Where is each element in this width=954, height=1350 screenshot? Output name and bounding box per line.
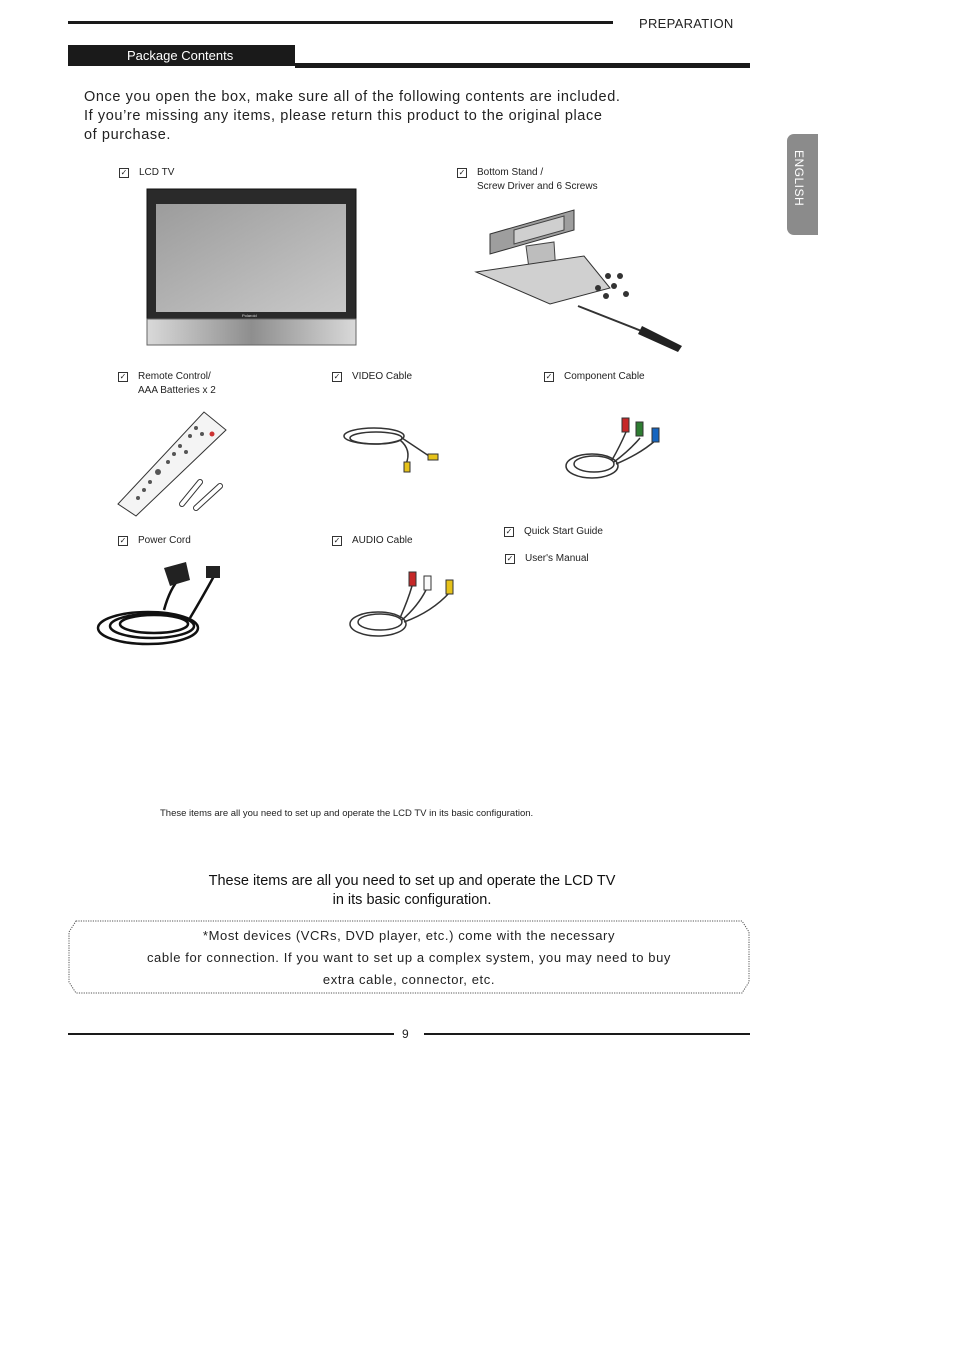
- info-box-text: [68, 925, 750, 991]
- intro-line: Once you open the box, make sure all of the following contents are included.: [84, 89, 621, 105]
- svg-text:Polaroid: Polaroid: [242, 313, 257, 318]
- footer-rule-right: [424, 1033, 750, 1035]
- configuration-note: [150, 872, 674, 910]
- checkbox-icon: ✓: [333, 372, 341, 381]
- lcd-tv-illustration: [146, 188, 358, 348]
- item-audio-cable: [332, 534, 413, 548]
- item-lcd-tv: [119, 166, 174, 180]
- item-label: AUDIO Cable: [352, 535, 413, 546]
- checkbox-icon: ✓: [333, 536, 341, 545]
- video-cable-illustration: [340, 416, 444, 478]
- item-power-cord: [118, 534, 191, 548]
- checkbox-icon: ✓: [458, 168, 466, 177]
- info-box-line: extra cable, connector, etc.: [322, 972, 496, 987]
- header-rule: [68, 21, 613, 24]
- intro-paragraph: [84, 88, 684, 145]
- item-label: Power Cord: [138, 535, 191, 546]
- info-box-line: *Most devices (VCRs, DVD player, etc.) come with the necessary: [202, 928, 616, 943]
- configuration-note-line: in its basic configuration.: [332, 892, 492, 908]
- section-tab-label: Package Contents: [127, 48, 234, 63]
- item-label: LCD TV: [139, 167, 175, 178]
- checkbox-icon: ✓: [545, 372, 553, 381]
- section-tab: [68, 45, 295, 66]
- component-cable-illustration: [560, 410, 672, 484]
- item-label-line1: Remote Control/: [138, 371, 211, 382]
- item-video-cable: [332, 370, 412, 384]
- checkbox-icon: ✓: [119, 372, 127, 381]
- item-label-line1: Bottom Stand /: [477, 167, 544, 178]
- item-component-cable: [544, 370, 645, 384]
- language-tab: [787, 134, 818, 235]
- item-quick-start-guide: [504, 525, 603, 539]
- checkbox-icon: ✓: [120, 168, 128, 177]
- audio-cable-illustration: [346, 566, 462, 642]
- item-label: VIDEO Cable: [352, 371, 413, 382]
- checkbox-icon: ✓: [506, 554, 514, 563]
- section-title: PREPARATION: [639, 16, 734, 31]
- configuration-note-line: These items are all you need to set up and operate the LCD TV: [208, 873, 616, 889]
- checkbox-icon: ✓: [505, 527, 513, 536]
- stand-illustration: [474, 200, 688, 352]
- item-users-manual: [505, 552, 589, 566]
- item-label: User's Manual: [525, 553, 589, 564]
- item-label-line2: Screw Driver and 6 Screws: [477, 181, 598, 192]
- item-label-line2: AAA Batteries x 2: [138, 385, 216, 396]
- item-label: Quick Start Guide: [524, 526, 603, 537]
- section-bar: [295, 63, 750, 68]
- language-tab-label: ENGLISH: [792, 150, 806, 207]
- item-remote: [118, 370, 216, 398]
- page-number: 9: [402, 1027, 409, 1041]
- remote-illustration: [116, 408, 228, 518]
- info-box-line: cable for connection. If you want to set up a complex system, you may need to buy: [146, 950, 672, 965]
- power-cord-illustration: [94, 558, 226, 650]
- small-note: These items are all you need to set up and operate the LCD TV in its basic configuration.: [160, 808, 534, 819]
- intro-line: of purchase.: [84, 127, 171, 143]
- item-stand: [457, 166, 598, 194]
- checkbox-icon: ✓: [119, 536, 127, 545]
- item-label: Component Cable: [564, 371, 645, 382]
- footer-rule-left: [68, 1033, 394, 1035]
- intro-line: If you’re missing any items, please return this product to the original place: [84, 108, 603, 124]
